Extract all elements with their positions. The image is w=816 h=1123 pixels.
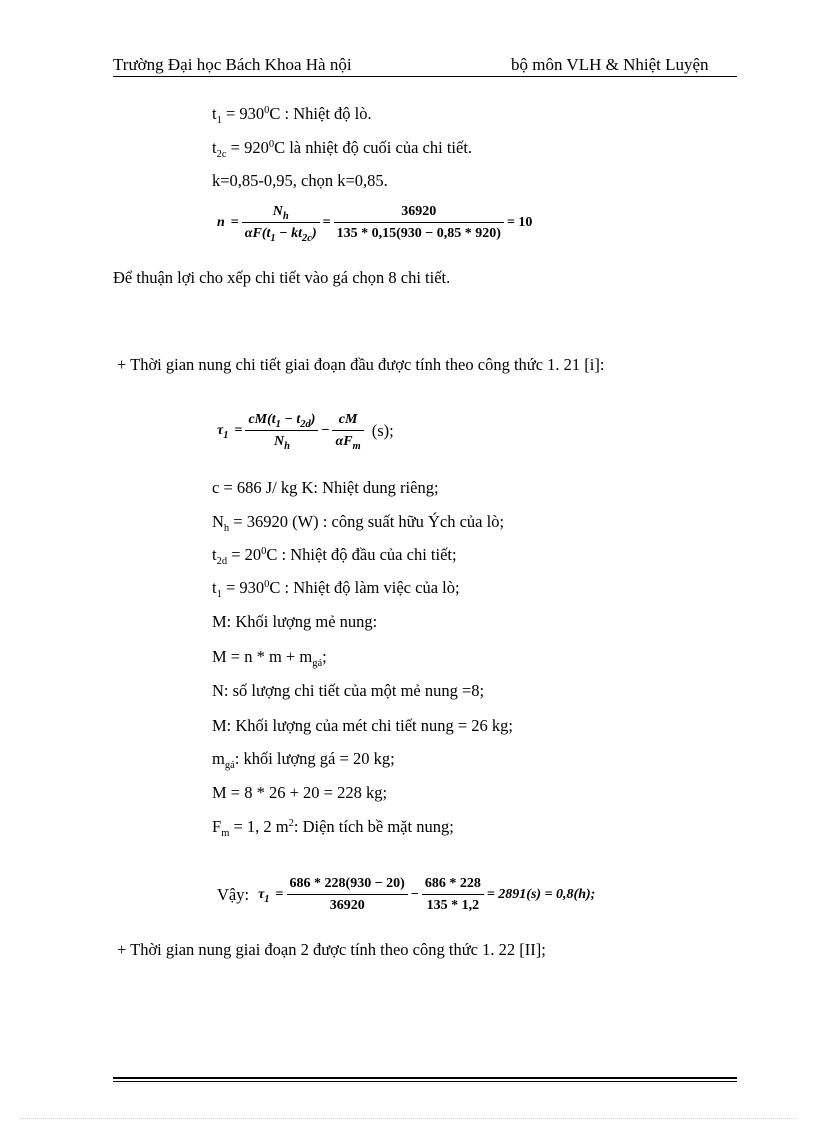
equation-n: n = $\frac{N_h}{\alpha F(t_1 - kt_{2c})}$ = $\frac{36920}{135 * 0,15(930 - 0,85 * 920)}$ = 10 xyxy=(214,204,535,242)
eq-n-lhs: n xyxy=(217,215,225,230)
param-t2d: $t_{2d} = 20^0C$ : Nhiệt độ đầu của chi tiết; xyxy=(212,545,457,567)
result-value: = 2891(s) = 0,8(h); xyxy=(486,887,596,902)
stage1-line: + Thời gian nung chi tiết giai đoạn đầu được tính theo công thức 1. 21 [i]: xyxy=(117,355,605,374)
eq-result-frac1: $\frac{686 * 228(930 - 20)}{36920}$ xyxy=(287,876,408,914)
footer-rule-top xyxy=(113,1077,737,1079)
eq-n-frac1: $\frac{N_h}{\alpha F(t_1 - kt_{2c})}$ xyxy=(242,204,320,242)
result-prefix: Vậy: xyxy=(217,885,250,904)
param-mga: $m_{gá}$: khối lượng gá = 20 kg; xyxy=(212,749,395,771)
footer-rule-bottom xyxy=(113,1081,737,1082)
header-left: Trường Đại học Bách Khoa Hà nội xyxy=(113,55,352,74)
eq-n-result: = 10 xyxy=(506,215,533,230)
equation-tau: $\tau_1$ = $\frac{cM(t_1 - t_{2d})}{N_h}$ − $\frac{cM}{\alpha F_m}$ (s); xyxy=(217,412,394,452)
equation-result: Vậy: $\tau_1$ = $\frac{686 * 228(930 - 20)}{36920}$ − $\frac{686 * 228}{135 * 1,2}$ = 2891(s) = 0,8(h); xyxy=(214,876,598,914)
param-k: k=0,85-0,95, chọn k=0,85. xyxy=(212,171,388,190)
param-t1-work: $t_1 = 930^0C$ : Nhiệt độ làm việc của lò; xyxy=(212,578,460,600)
choose-line: Để thuận lợi cho xếp chi tiết vào gá chọn 8 chi tiết. xyxy=(113,268,451,287)
param-m-formula: $M = n * m + m_{gá}$; xyxy=(212,647,327,669)
param-nh: $N_h = 36920$ (W) : công suất hữu Ých của lò; xyxy=(212,512,505,534)
param-fm: $F_m = 1$, 2 $m^2$: Diện tích bề mặt nung; xyxy=(212,817,454,839)
param-m-desc: M: Khối lượng mẻ nung: xyxy=(212,612,378,631)
eq-result-frac2: $\frac{686 * 228}{135 * 1,2}$ xyxy=(422,876,484,914)
param-m-calc: M = 8 * 26 + 20 = 228 kg; xyxy=(212,783,388,802)
eq-tau-frac2: $\frac{cM}{\alpha F_m}$ xyxy=(332,412,363,450)
eq-tau-frac1: $\frac{cM(t_1 - t_{2d})}{N_h}$ xyxy=(245,412,318,450)
stage2-line: + Thời gian nung giai đoạn 2 được tính theo công thức 1. 22 [II]; xyxy=(117,940,546,959)
param-n: N: số lượng chi tiết của một mẻ nung =8; xyxy=(212,681,485,700)
header-rule xyxy=(113,76,737,77)
param-c: c = 686 J/ kg K: Nhiệt dung riêng; xyxy=(212,478,439,497)
param-t1: $t_1 = 930^0C$ : Nhiệt độ lò. xyxy=(212,104,372,126)
page-edge-dotted xyxy=(20,1118,796,1119)
param-t2c: $t_{2c} = 920^0C$ là nhiệt độ cuối của chi tiết. xyxy=(212,138,473,160)
header-right: bộ môn VLH & Nhiệt Luyện xyxy=(511,55,709,74)
eq-n-frac2: $\frac{36920}{135 * 0,15(930 - 0,85 * 920)}$ xyxy=(334,204,504,242)
param-mass: M: Khối lượng của mét chi tiết nung = 26 kg; xyxy=(212,716,514,735)
